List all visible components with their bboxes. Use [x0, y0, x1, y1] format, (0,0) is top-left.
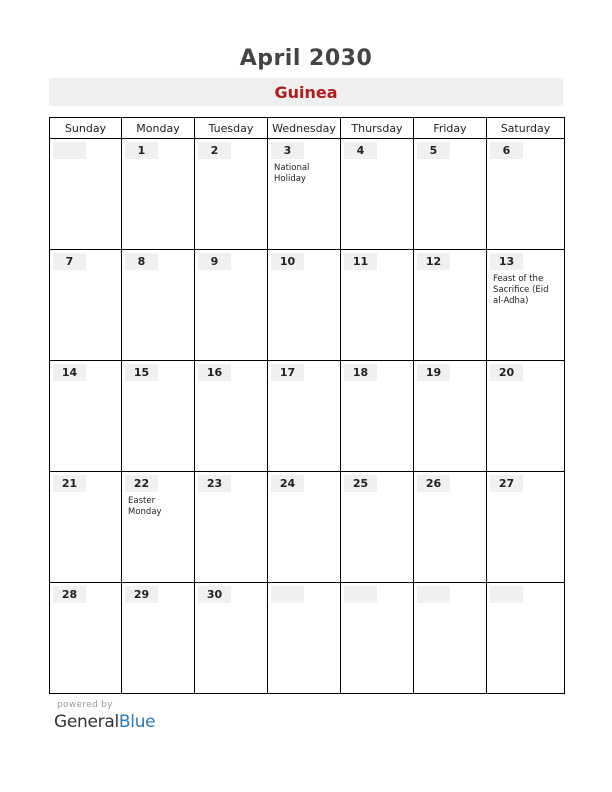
calendar-day-cell — [341, 583, 414, 694]
day-number: 3 — [271, 142, 304, 159]
day-number: 11 — [344, 253, 377, 270]
calendar-week-row — [50, 583, 565, 694]
brand-general-text: General — [54, 712, 119, 732]
weekday-tuesday: Tuesday — [195, 118, 268, 139]
calendar-day-cell — [414, 250, 487, 361]
holiday-event: Easter Monday — [128, 496, 162, 517]
calendar-day-cell — [341, 250, 414, 361]
calendar-day-cell — [414, 472, 487, 583]
day-number: 13 — [490, 253, 523, 270]
calendar-day-cell — [341, 139, 414, 250]
day-number: 2 — [198, 142, 231, 159]
calendar-day-cell — [195, 139, 268, 250]
weekday-monday: Monday — [122, 118, 195, 139]
day-number: 4 — [344, 142, 377, 159]
calendar-day-cell — [122, 583, 195, 694]
day-number: 21 — [53, 475, 86, 492]
day-number: 9 — [198, 253, 231, 270]
day-number: 10 — [271, 253, 304, 270]
day-number: 23 — [198, 475, 231, 492]
day-number: 16 — [198, 364, 231, 381]
day-number: 6 — [490, 142, 523, 159]
calendar-day-cell — [414, 361, 487, 472]
day-number: 22 — [125, 475, 158, 492]
day-number: 20 — [490, 364, 523, 381]
calendar-day-cell — [487, 472, 565, 583]
holiday-event: Feast of the Sacrifice (Eid al-Adha) — [493, 274, 549, 306]
calendar-week-row — [50, 472, 565, 583]
powered-by-label: powered by — [57, 700, 113, 710]
weekday-wednesday: Wednesday — [268, 118, 341, 139]
day-number: 18 — [344, 364, 377, 381]
calendar-day-cell — [268, 472, 341, 583]
calendar-day-cell — [195, 250, 268, 361]
brand-blue-text: Blue — [118, 712, 156, 732]
calendar-day-cell — [122, 250, 195, 361]
day-number: 5 — [417, 142, 450, 159]
calendar-grid — [49, 117, 565, 694]
brand-logo[interactable] — [54, 712, 155, 732]
day-number: 15 — [125, 364, 158, 381]
calendar-week-row — [50, 250, 565, 361]
calendar-day-cell — [414, 583, 487, 694]
day-number — [490, 586, 523, 603]
day-number — [53, 142, 86, 159]
weekday-friday: Friday — [414, 118, 487, 139]
weekday-saturday: Saturday — [487, 118, 565, 139]
calendar-day-cell — [195, 361, 268, 472]
calendar-week-row — [50, 361, 565, 472]
calendar-day-cell — [341, 361, 414, 472]
day-number: 12 — [417, 253, 450, 270]
weekday-thursday: Thursday — [341, 118, 414, 139]
country-name: Guinea — [274, 83, 338, 102]
calendar-day-cell — [487, 583, 565, 694]
day-number: 24 — [271, 475, 304, 492]
day-number: 17 — [271, 364, 304, 381]
calendar-day-cell — [50, 361, 122, 472]
weekday-sunday: Sunday — [50, 118, 122, 139]
calendar-day-cell — [487, 361, 565, 472]
calendar-day-cell — [195, 472, 268, 583]
calendar-week-row — [50, 139, 565, 250]
day-number — [271, 586, 304, 603]
calendar-day-cell — [122, 361, 195, 472]
calendar-body — [50, 139, 565, 694]
calendar-day-cell — [50, 139, 122, 250]
day-number: 1 — [125, 142, 158, 159]
calendar-day-cell — [268, 583, 341, 694]
holiday-event: National Holiday — [274, 163, 310, 184]
day-number: 30 — [198, 586, 231, 603]
calendar-day-cell — [268, 250, 341, 361]
day-number: 29 — [125, 586, 158, 603]
day-number: 26 — [417, 475, 450, 492]
day-number — [344, 586, 377, 603]
calendar-day-cell — [487, 250, 565, 361]
page-title: April 2030 — [239, 46, 373, 71]
calendar-day-cell — [50, 583, 122, 694]
calendar-day-cell — [50, 250, 122, 361]
day-number: 7 — [53, 253, 86, 270]
calendar-day-cell — [122, 139, 195, 250]
calendar-day-cell — [268, 139, 341, 250]
calendar-day-cell — [268, 361, 341, 472]
day-number: 28 — [53, 586, 86, 603]
calendar-day-cell — [122, 472, 195, 583]
day-number — [417, 586, 450, 603]
calendar-day-cell — [341, 472, 414, 583]
day-number: 19 — [417, 364, 450, 381]
day-number: 14 — [53, 364, 86, 381]
weekday-header-row — [50, 118, 565, 139]
calendar-day-cell — [487, 139, 565, 250]
country-banner — [49, 78, 563, 106]
calendar-day-cell — [195, 583, 268, 694]
day-number: 27 — [490, 475, 523, 492]
calendar-day-cell — [414, 139, 487, 250]
calendar-day-cell — [50, 472, 122, 583]
day-number: 8 — [125, 253, 158, 270]
day-number: 25 — [344, 475, 377, 492]
